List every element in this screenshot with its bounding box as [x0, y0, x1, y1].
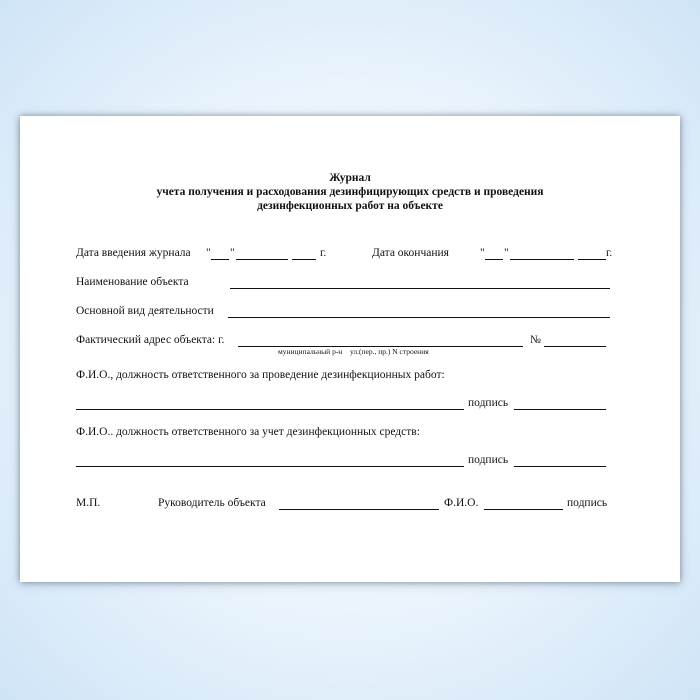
signature-field-2[interactable]	[514, 466, 606, 467]
start-year-suffix: г.	[320, 247, 327, 259]
responsible-accounting-label: Ф.И.О.. должность ответственного за учет дезинфекционных средств:	[76, 426, 420, 438]
form-subtitle-line2: дезинфекционных работ на объекте	[257, 200, 443, 212]
responsible-disinfection-field[interactable]	[76, 409, 464, 410]
address-label: Фактический адрес объекта: г.	[76, 334, 225, 346]
address-hint-district: муниципальный р-н	[278, 347, 343, 356]
object-name-label: Наименование объекта	[76, 276, 189, 288]
number-label: №	[530, 334, 541, 346]
journal-form-sheet	[20, 116, 680, 582]
activity-label: Основной вид деятельности	[76, 305, 214, 317]
end-month-field[interactable]	[510, 259, 574, 260]
activity-field[interactable]	[228, 317, 610, 318]
start-date-quote-close: "	[230, 247, 235, 259]
object-name-field[interactable]	[230, 288, 610, 289]
signature-field-1[interactable]	[514, 409, 606, 410]
signature-label-2: подпись	[468, 454, 509, 466]
responsible-accounting-field[interactable]	[76, 466, 464, 467]
signature-label-1: подпись	[468, 397, 509, 409]
head-label: Руководитель объекта	[158, 497, 266, 509]
start-year-field[interactable]	[292, 259, 316, 260]
end-day-field[interactable]	[485, 259, 503, 260]
start-day-field[interactable]	[211, 259, 229, 260]
signature-label-3: подпись	[567, 497, 608, 509]
end-date-quote-close: "	[504, 247, 509, 259]
building-number-field[interactable]	[544, 346, 606, 347]
responsible-disinfection-label: Ф.И.О., должность ответственного за проведение дезинфекционных работ:	[76, 369, 445, 381]
address-hint-street: ул.(пер., пр.) N строения	[350, 347, 429, 356]
end-date-label: Дата окончания	[372, 247, 449, 259]
form-title: Журнал	[329, 172, 371, 184]
end-date-quote-open: "	[480, 247, 485, 259]
end-year-suffix: г.	[606, 247, 613, 259]
head-field[interactable]	[279, 509, 439, 510]
start-date-quote-open: "	[206, 247, 211, 259]
fio-label: Ф.И.О.	[444, 497, 479, 509]
end-year-field[interactable]	[578, 259, 606, 260]
start-date-label: Дата введения журнала	[76, 247, 191, 259]
stamp-label: М.П.	[76, 497, 101, 509]
start-month-field[interactable]	[236, 259, 288, 260]
form-subtitle-line1: учета получения и расходования дезинфицирующих средств и проведения	[156, 186, 544, 198]
fio-field[interactable]	[484, 509, 563, 510]
